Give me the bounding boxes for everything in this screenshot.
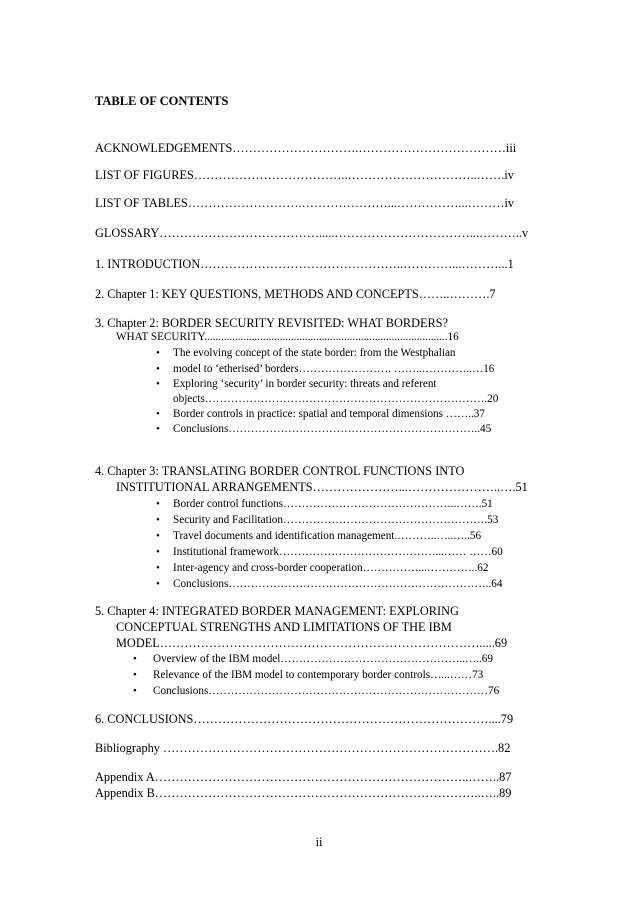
bullet-icon: • (156, 530, 160, 542)
toc-entry-appendix-b: Appendix B……………………………………………………………………..…..89 (95, 786, 512, 800)
bullet-icon: • (156, 408, 160, 420)
toc-entry-list-of-figures: LIST OF FIGURES………………………………..…………………………..…….iv (95, 168, 514, 182)
toc-entry-chapter-3: 4. Chapter 3: TRANSLATING BORDER CONTROL FUNCTIONS INTO (95, 464, 465, 478)
toc-entry-chapter-4-cont: CONCEPTUAL STRENGTHS AND LIMITATIONS OF THE IBM (116, 620, 452, 634)
toc-entry-appendix-a: Appendix A…………………………………………………………………..……..87 (95, 770, 512, 784)
toc-subentry: model to ‘etherised’ borders……………………. ……..…………..…16 (173, 363, 495, 375)
bullet-icon: • (156, 378, 160, 390)
toc-subentry: Overview of the IBM model…………………………………………..…..69 (153, 653, 493, 665)
bullet-icon: • (156, 498, 160, 510)
toc-entry-chapter-1: 2. Chapter 1: KEY QUESTIONS, METHODS AND CONCEPTS……..……….7 (95, 287, 496, 301)
bullet-icon: • (156, 347, 160, 359)
toc-subentry-cont: objects………………………………………………………………….20 (173, 393, 499, 405)
toc-entry-glossary: GLOSSARY………………………………….....……………………………...………..v (95, 226, 529, 240)
page-number: ii (315, 835, 323, 849)
bullet-icon: • (156, 514, 160, 526)
toc-subentry: Travel documents and identification management.………..…..…..56 (173, 530, 482, 542)
toc-subentry: The evolving concept of the state border: from the Westphalian (173, 347, 456, 359)
bullet-icon: • (133, 669, 137, 681)
toc-entry-list-of-tables: LIST OF TABLES……………………….…………………...……………...………iv (95, 196, 515, 210)
toc-entry-bibliography: Bibliography ……………………………………………………………………….82 (95, 741, 511, 755)
toc-entry-chapter-4-cont: MODEL…………………………………………………………………….....69 (116, 636, 508, 650)
toc-entry-introduction: 1. INTRODUCTION…………………………………………..…………...………...1 (95, 257, 514, 271)
toc-subentry: Conclusions…………………………………………………………………76 (153, 685, 500, 697)
bullet-icon: • (133, 685, 137, 697)
bullet-icon: • (156, 546, 160, 558)
bullet-icon: • (156, 562, 160, 574)
toc-subentry: Border control functions………………………………………..…….51 (173, 498, 493, 510)
toc-entry-chapter-2-cont: WHAT SECURITY.......................................................................................16 (116, 331, 459, 343)
toc-entry-acknowledgements: ACKNOWLEDGEMENTS………………………….………………………………iii (95, 141, 517, 155)
bullet-icon: • (156, 363, 160, 375)
toc-subentry: Exploring ‘security’ in border security: threats and referent (173, 378, 437, 390)
toc-entry-chapter-3-cont: INSTITUTIONAL ARRANGEMENTS…………………...…………………..….51 (116, 480, 528, 494)
toc-subentry: Inter-agency and cross-border cooperation……………...…………..62 (173, 562, 489, 574)
toc-subentry: Institutional framework……………………………………...…… ……60 (173, 546, 503, 558)
toc-subentry: Security and Facilitation……………………………………………….53 (173, 514, 499, 526)
toc-heading: TABLE OF CONTENTS (95, 94, 229, 108)
toc-entry-chapter-4: 5. Chapter 4: INTEGRATED BORDER MANAGEMENT: EXPLORING (95, 604, 459, 618)
toc-subentry: Conclusions…………………………………………………………..45 (173, 423, 492, 435)
toc-subentry: Border controls in practice: spatial and temporal dimensions ……..37 (173, 408, 485, 420)
toc-entry-chapter-2: 3. Chapter 2: BORDER SECURITY REVISITED: WHAT BORDERS? (95, 316, 448, 330)
toc-subentry: Relevance of the IBM model to contemporary border controls…...……73 (153, 669, 484, 681)
toc-entry-conclusions: 6. CONCLUSIONS………………………………………………………………....79 (95, 712, 514, 726)
toc-subentry: Conclusions……………………………………………………………..64 (173, 578, 503, 590)
bullet-icon: • (156, 423, 160, 435)
bullet-icon: • (133, 653, 137, 665)
bullet-icon: • (156, 578, 160, 590)
